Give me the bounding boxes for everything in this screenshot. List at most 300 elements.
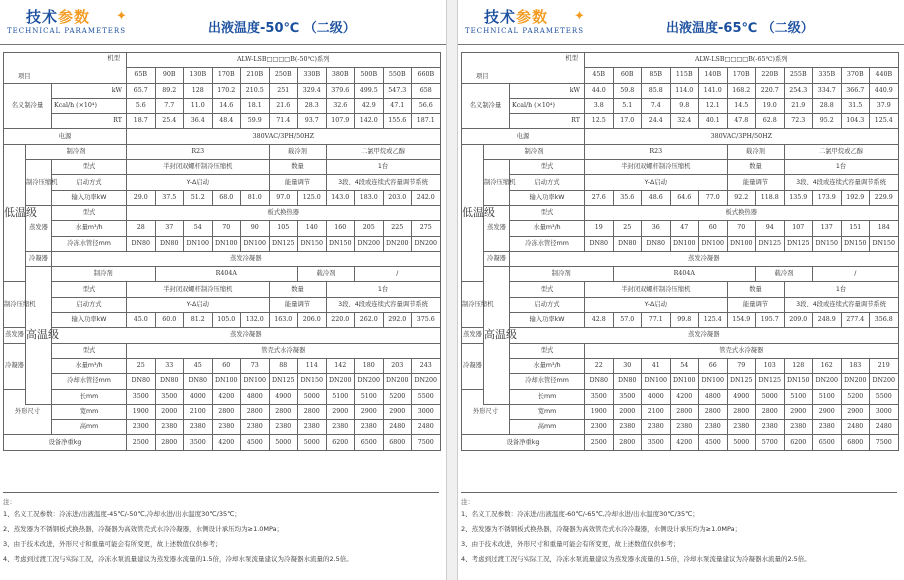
height-label: 高mm [52, 420, 127, 435]
capacity-kcal-value: 32.6 [326, 98, 355, 113]
water-flow-value: 36 [642, 221, 671, 236]
pipe-size-value: DN80 [184, 374, 213, 389]
condenser-label: 冷凝器 [462, 343, 484, 389]
quantity-label: 数量 [269, 282, 326, 297]
pipe-size-value: DN200 [326, 374, 355, 389]
compressor-type: 半封闭双螺杆制冷压缩机 [585, 160, 728, 175]
capacity-kw-value: 251 [269, 83, 298, 98]
capacity-rt-label: RT [52, 114, 127, 129]
model-name: 170B [727, 68, 756, 83]
refrigerant-label: 制冷剂 [484, 144, 585, 159]
model-name: 60B [613, 68, 642, 83]
capacity-kcal-label: Kcal/h (×10⁴) [52, 98, 127, 113]
pipe-size-value: DN150 [813, 236, 842, 251]
height-value: 2380 [326, 420, 355, 435]
length-value: 4000 [642, 389, 671, 404]
note-line: 1、名义工况参数：冷冻进/出液温度-60℃/-65℃,冷却水进/出水温度30℃/35℃； [461, 510, 699, 518]
start-label: 启动方式 [510, 297, 585, 312]
capacity-row-rt [4, 114, 441, 129]
low-cond-row [462, 251, 899, 266]
water-flow-value: 22 [585, 358, 614, 373]
pipe-size-value: DN200 [383, 374, 412, 389]
capacity-kcal-value: 7.4 [642, 98, 671, 113]
model-name: 220B [756, 68, 785, 83]
height-value: 2380 [184, 420, 213, 435]
length-value: 4200 [212, 389, 241, 404]
capacity-rt-value: 36.4 [184, 114, 213, 129]
high-compressor-type-row [4, 282, 441, 297]
notes-heading: 注： [461, 498, 474, 506]
brand-text-2: 参数 [516, 8, 549, 26]
input-power-value: 135.9 [784, 190, 813, 205]
capacity-rt-value: 40.1 [699, 114, 728, 129]
weight-row [4, 435, 441, 450]
water-flow-value: 66 [699, 358, 728, 373]
brand-subtitle: TECHNICAL PARAMETERS [7, 27, 126, 35]
start-value: Y-Δ启动 [585, 297, 728, 312]
spec-page-minus50 [0, 0, 446, 580]
length-value: 5100 [326, 389, 355, 404]
capacity-kw-value: 379.6 [326, 83, 355, 98]
capacity-rt-value: 95.2 [813, 114, 842, 129]
length-value: 4800 [699, 389, 728, 404]
input-power-value: 143.0 [326, 190, 355, 205]
width-value: 1900 [585, 404, 614, 419]
capacity-kw-value: 65.7 [127, 83, 156, 98]
type-label: 型式 [510, 343, 585, 358]
pipe-size-value: DN125 [269, 236, 298, 251]
high-cond-type-row [462, 343, 899, 358]
height-value: 2480 [841, 420, 870, 435]
weight-value: 4200 [212, 435, 241, 450]
regulation-value: 3段、4段或连续式容量调节系统 [784, 297, 898, 312]
capacity-rt-value: 72.3 [784, 114, 813, 129]
height-value: 2380 [813, 420, 842, 435]
capacity-kw-value: 547.3 [383, 83, 412, 98]
condenser-label: 冷凝器 [4, 343, 26, 389]
pipe-size-value: DN80 [127, 236, 156, 251]
refrigerant-value: R23 [585, 144, 728, 159]
capacity-kw-value: 85.8 [642, 83, 671, 98]
refrigerant-label: 制冷剂 [510, 267, 614, 282]
width-value: 2900 [813, 404, 842, 419]
length-value: 3500 [155, 389, 184, 404]
capacity-kw-value: 210.5 [241, 83, 270, 98]
pipe-size-value: DN200 [841, 374, 870, 389]
evaporator-type: 板式换热器 [127, 205, 441, 220]
page-header [458, 0, 904, 46]
input-power-value: 163.0 [269, 313, 298, 328]
model-name: 85B [642, 68, 671, 83]
low-input-row [462, 190, 899, 205]
capacity-row-rt [462, 114, 899, 129]
pipe-size-value: DN80 [613, 374, 642, 389]
model-name: 130B [184, 68, 213, 83]
model-label: 机型 [107, 55, 120, 62]
height-value: 2380 [355, 420, 384, 435]
evaporator-label: 蒸发器 [4, 328, 26, 343]
input-power-value: 375.6 [412, 313, 441, 328]
input-power-value: 125.4 [699, 313, 728, 328]
dims-length-row [4, 389, 441, 404]
sparkle-icon: ✦ [116, 9, 127, 24]
capacity-rt-label: RT [510, 114, 585, 129]
model-name: 380B [326, 68, 355, 83]
width-value: 2800 [699, 404, 728, 419]
low-compressor-type-row [4, 160, 441, 175]
pipe-size-value: DN80 [155, 374, 184, 389]
capacity-kw-value: 128 [184, 83, 213, 98]
height-value: 2480 [870, 420, 899, 435]
high-stage-ref-row [4, 267, 441, 282]
capacity-kw-value: 499.5 [355, 83, 384, 98]
input-power-value: 64.6 [670, 190, 699, 205]
high-stage-label: 高温级 [484, 267, 510, 405]
capacity-rt-value: 142.0 [355, 114, 384, 129]
capacity-rt-value: 18.7 [127, 114, 156, 129]
width-value: 3000 [870, 404, 899, 419]
height-value: 2380 [727, 420, 756, 435]
type-label: 型式 [52, 160, 127, 175]
water-flow-value: 160 [326, 221, 355, 236]
capacity-kcal-value: 21.6 [269, 98, 298, 113]
pipe-size-label: 冷冻水管径mm [510, 236, 585, 251]
model-name: 115B [670, 68, 699, 83]
pipe-size-value: DN100 [670, 374, 699, 389]
water-flow-value: 205 [355, 221, 384, 236]
sparkle-icon: ✦ [574, 9, 585, 24]
carrier-value: / [355, 267, 441, 282]
length-value: 4900 [727, 389, 756, 404]
model-name: 170B [212, 68, 241, 83]
width-value: 2100 [184, 404, 213, 419]
refrigerant-label: 制冷剂 [26, 144, 127, 159]
type-label: 型式 [52, 343, 127, 358]
weight-value: 2500 [127, 435, 156, 450]
pipe-size-value: DN125 [727, 374, 756, 389]
capacity-rt-value: 17.0 [613, 114, 642, 129]
regulation-label: 能量调节 [727, 175, 784, 190]
capacity-kw-value: 114.0 [670, 83, 699, 98]
regulation-value: 3段、4段或连续式容量调节系统 [326, 175, 440, 190]
pipe-size-value: DN100 [184, 236, 213, 251]
weight-value: 2800 [613, 435, 642, 450]
high-compressor-type-row [462, 282, 899, 297]
high-pipe-row [462, 374, 899, 389]
brand-text-2: 参数 [58, 8, 91, 26]
start-value: Y-Δ启动 [127, 297, 270, 312]
regulation-value: 3段、4段或连续式容量调节系统 [784, 175, 898, 190]
model-name: 550B [383, 68, 412, 83]
pipe-size-value: DN80 [155, 236, 184, 251]
weight-value: 6500 [355, 435, 384, 450]
note-line: 4、考虑到过渡工况与实际工况，冷冻水泵流量建议为蒸发器水流量的1.5倍，冷却水泵流量建议为冷凝器水流量的2.5倍。 [461, 555, 811, 563]
width-value: 2800 [298, 404, 327, 419]
pipe-size-value: DN150 [326, 236, 355, 251]
input-power-value: 277.4 [841, 313, 870, 328]
low-stage-label: 低温级 [462, 144, 484, 282]
pipe-size-value: DN125 [756, 374, 785, 389]
type-label: 型式 [510, 205, 585, 220]
height-value: 2300 [127, 420, 156, 435]
length-value: 4000 [184, 389, 213, 404]
capacity-kw-value: 141.0 [699, 83, 728, 98]
model-name: 210B [241, 68, 270, 83]
input-power-value: 97.0 [269, 190, 298, 205]
length-value: 5200 [383, 389, 412, 404]
high-start-row [462, 297, 899, 312]
note-line: 2、蒸发器为不锈钢板式换热器，冷凝器为高效管壳式水冷冷凝器，水侧设计承压均为≥1.0MPa； [3, 525, 284, 533]
quantity-value: 1台 [326, 160, 440, 175]
capacity-row-kw [4, 83, 441, 98]
model-name: 335B [813, 68, 842, 83]
spec-table [461, 52, 899, 451]
input-power-value: 51.2 [184, 190, 213, 205]
length-value: 5100 [355, 389, 384, 404]
water-flow-value: 128 [784, 358, 813, 373]
high-stage-ref-row [462, 267, 899, 282]
pipe-size-value: DN200 [383, 236, 412, 251]
water-flow-value: 19 [585, 221, 614, 236]
condenser-type: 管壳式水冷凝器 [127, 343, 441, 358]
capacity-rt-value: 93.7 [298, 114, 327, 129]
carrier-value: / [813, 267, 899, 282]
pipe-size-label: 冷却水管径mm [510, 374, 585, 389]
low-stage-ref-row [462, 144, 899, 159]
height-value: 2380 [212, 420, 241, 435]
type-label: 型式 [510, 160, 585, 175]
dims-height-row [4, 420, 441, 435]
model-name: 90B [155, 68, 184, 83]
capacity-kcal-value: 37.9 [870, 98, 899, 113]
quantity-label: 数量 [269, 160, 326, 175]
power-label: 电源 [4, 129, 127, 144]
pipe-size-value: DN100 [699, 374, 728, 389]
weight-value: 5000 [298, 435, 327, 450]
model-name: 660B [412, 68, 441, 83]
capacity-rt-value: 25.4 [155, 114, 184, 129]
pipe-size-value: DN80 [642, 236, 671, 251]
pipe-size-value: DN80 [127, 374, 156, 389]
page-header [0, 0, 446, 46]
pipe-size-value: DN100 [212, 236, 241, 251]
condenser-type: 管壳式水冷凝器 [585, 343, 899, 358]
low-compressor-type-row [462, 160, 899, 175]
input-power-value: 248.9 [813, 313, 842, 328]
capacity-rt-value: 32.4 [670, 114, 699, 129]
pipe-size-value: DN125 [756, 236, 785, 251]
compressor-type: 半封闭双螺杆制冷压缩机 [585, 282, 728, 297]
width-label: 宽mm [52, 404, 127, 419]
item-label: 项目 [476, 72, 489, 80]
capacity-rt-value: 104.3 [841, 114, 870, 129]
capacity-kcal-value: 19.0 [756, 98, 785, 113]
water-flow-value: 60 [212, 358, 241, 373]
weight-value: 5000 [269, 435, 298, 450]
high-input-row [4, 313, 441, 328]
high-flow-row [4, 358, 441, 373]
input-power-value: 229.9 [870, 190, 899, 205]
refrigerant-label: 制冷剂 [52, 267, 156, 282]
capacity-kw-value: 220.7 [756, 83, 785, 98]
input-power-label: 输入功率kW [52, 313, 127, 328]
input-power-value: 192.9 [841, 190, 870, 205]
pipe-size-value: DN200 [870, 374, 899, 389]
water-flow-value: 33 [155, 358, 184, 373]
capacity-rt-value: 48.4 [212, 114, 241, 129]
evaporator-label: 蒸发器 [484, 205, 510, 251]
water-flow-value: 54 [670, 358, 699, 373]
refrigerant-value: R404A [155, 267, 298, 282]
height-value: 2380 [269, 420, 298, 435]
pipe-size-value: DN100 [642, 374, 671, 389]
compressor-type: 半封闭双螺杆制冷压缩机 [127, 160, 270, 175]
weight-value: 6500 [813, 435, 842, 450]
water-flow-value: 114 [298, 358, 327, 373]
start-label: 启动方式 [52, 175, 127, 190]
high-cond-type-row [4, 343, 441, 358]
quantity-value: 1台 [784, 160, 898, 175]
compressor-label: 制冷压缩机 [462, 282, 484, 328]
water-flow-value: 151 [841, 221, 870, 236]
pipe-size-value: DN200 [355, 236, 384, 251]
capacity-rt-value: 24.4 [642, 114, 671, 129]
capacity-kw-label: kW [510, 83, 585, 98]
water-flow-value: 47 [670, 221, 699, 236]
capacity-kcal-value: 9.8 [670, 98, 699, 113]
capacity-kcal-value: 56.6 [412, 98, 441, 113]
carrier-label: 载冷剂 [269, 144, 326, 159]
weight-value: 6800 [383, 435, 412, 450]
input-power-label: 输入功率kW [510, 190, 585, 205]
capacity-kw-value: 168.2 [727, 83, 756, 98]
input-power-value: 195.7 [756, 313, 785, 328]
header-model-cell [4, 53, 127, 84]
spec-table [3, 52, 441, 451]
width-value: 2800 [269, 404, 298, 419]
start-label: 启动方式 [52, 297, 127, 312]
low-stage-ref-row [4, 144, 441, 159]
page-gutter [446, 0, 458, 580]
model-name: 255B [784, 68, 813, 83]
weight-value: 3500 [184, 435, 213, 450]
water-flow-value: 41 [642, 358, 671, 373]
model-name: 140B [699, 68, 728, 83]
input-power-value: 262.0 [355, 313, 384, 328]
water-flow-value: 184 [870, 221, 899, 236]
width-value: 2900 [326, 404, 355, 419]
high-flow-row [462, 358, 899, 373]
water-flow-value: 180 [355, 358, 384, 373]
weight-value: 4500 [241, 435, 270, 450]
model-name: 440B [870, 68, 899, 83]
capacity-row-kcal [462, 98, 899, 113]
water-flow-value: 90 [241, 221, 270, 236]
water-flow-value: 37 [155, 221, 184, 236]
height-value: 2380 [756, 420, 785, 435]
low-pipe-row [462, 236, 899, 251]
capacity-kw-value: 170.2 [212, 83, 241, 98]
evaporator-type: 蒸发冷凝器 [510, 328, 899, 343]
height-value: 2380 [155, 420, 184, 435]
input-power-value: 206.0 [298, 313, 327, 328]
spec-page-minus65 [458, 0, 904, 580]
note-line: 2、蒸发器为不锈钢板式换热器，冷凝器为高效管壳式水冷冷凝器，水侧设计承压均为≥1.0MPa； [461, 525, 742, 533]
weight-value: 6800 [841, 435, 870, 450]
compressor-label: 制冷压缩机 [4, 282, 26, 328]
input-power-value: 77.0 [699, 190, 728, 205]
height-value: 2380 [241, 420, 270, 435]
width-value: 2800 [756, 404, 785, 419]
notes-heading: 注： [3, 498, 16, 506]
length-label: 长mm [52, 389, 127, 404]
capacity-kcal-value: 5.1 [613, 98, 642, 113]
high-evap-row [4, 328, 441, 343]
water-flow-value: 105 [269, 221, 298, 236]
weight-value: 4500 [699, 435, 728, 450]
length-value: 3500 [613, 389, 642, 404]
width-value: 2900 [784, 404, 813, 419]
pipe-size-value: DN125 [269, 374, 298, 389]
capacity-kw-value: 89.2 [155, 83, 184, 98]
capacity-kcal-value: 31.5 [841, 98, 870, 113]
water-flow-label: 水量m³/h [510, 221, 585, 236]
height-value: 2480 [383, 420, 412, 435]
series-name: ALW-LSB□□□□B(-50℃)系列 [127, 53, 441, 68]
water-flow-value: 107 [784, 221, 813, 236]
pipe-size-value: DN100 [699, 236, 728, 251]
input-power-value: 77.1 [642, 313, 671, 328]
dimensions-label: 外形尺寸 [462, 389, 510, 435]
pipe-size-value: DN200 [412, 236, 441, 251]
water-flow-label: 水量m³/h [510, 358, 585, 373]
width-value: 1900 [127, 404, 156, 419]
width-value: 2100 [642, 404, 671, 419]
capacity-kcal-value: 7.7 [155, 98, 184, 113]
weight-value: 7500 [870, 435, 899, 450]
water-flow-value: 70 [212, 221, 241, 236]
input-power-value: 242.0 [412, 190, 441, 205]
capacity-kw-value: 440.9 [870, 83, 899, 98]
height-value: 2380 [642, 420, 671, 435]
water-flow-label: 水量m³/h [52, 358, 127, 373]
weight-value: 6200 [326, 435, 355, 450]
dims-height-row [462, 420, 899, 435]
quantity-value: 1台 [784, 282, 898, 297]
height-value: 2300 [585, 420, 614, 435]
power-value: 380VAC/3PH/50HZ [585, 129, 899, 144]
model-name: 370B [841, 68, 870, 83]
type-label: 型式 [52, 282, 127, 297]
low-start-row [4, 175, 441, 190]
capacity-kw-label: kW [52, 83, 127, 98]
carrier-label: 载冷剂 [727, 144, 784, 159]
width-value: 2000 [613, 404, 642, 419]
series-name: ALW-LSB□□□□B(-65℃)系列 [585, 53, 899, 68]
water-flow-value: 183 [841, 358, 870, 373]
power-row [4, 129, 441, 144]
height-value: 2380 [613, 420, 642, 435]
brand-logo [26, 6, 90, 27]
capacity-row-kw [462, 83, 899, 98]
capacity-kw-value: 59.8 [613, 83, 642, 98]
power-value: 380VAC/3PH/50HZ [127, 129, 441, 144]
height-value: 2480 [412, 420, 441, 435]
width-value: 2900 [355, 404, 384, 419]
length-value: 5200 [841, 389, 870, 404]
length-value: 5000 [298, 389, 327, 404]
capacity-rt-value: 59.9 [241, 114, 270, 129]
